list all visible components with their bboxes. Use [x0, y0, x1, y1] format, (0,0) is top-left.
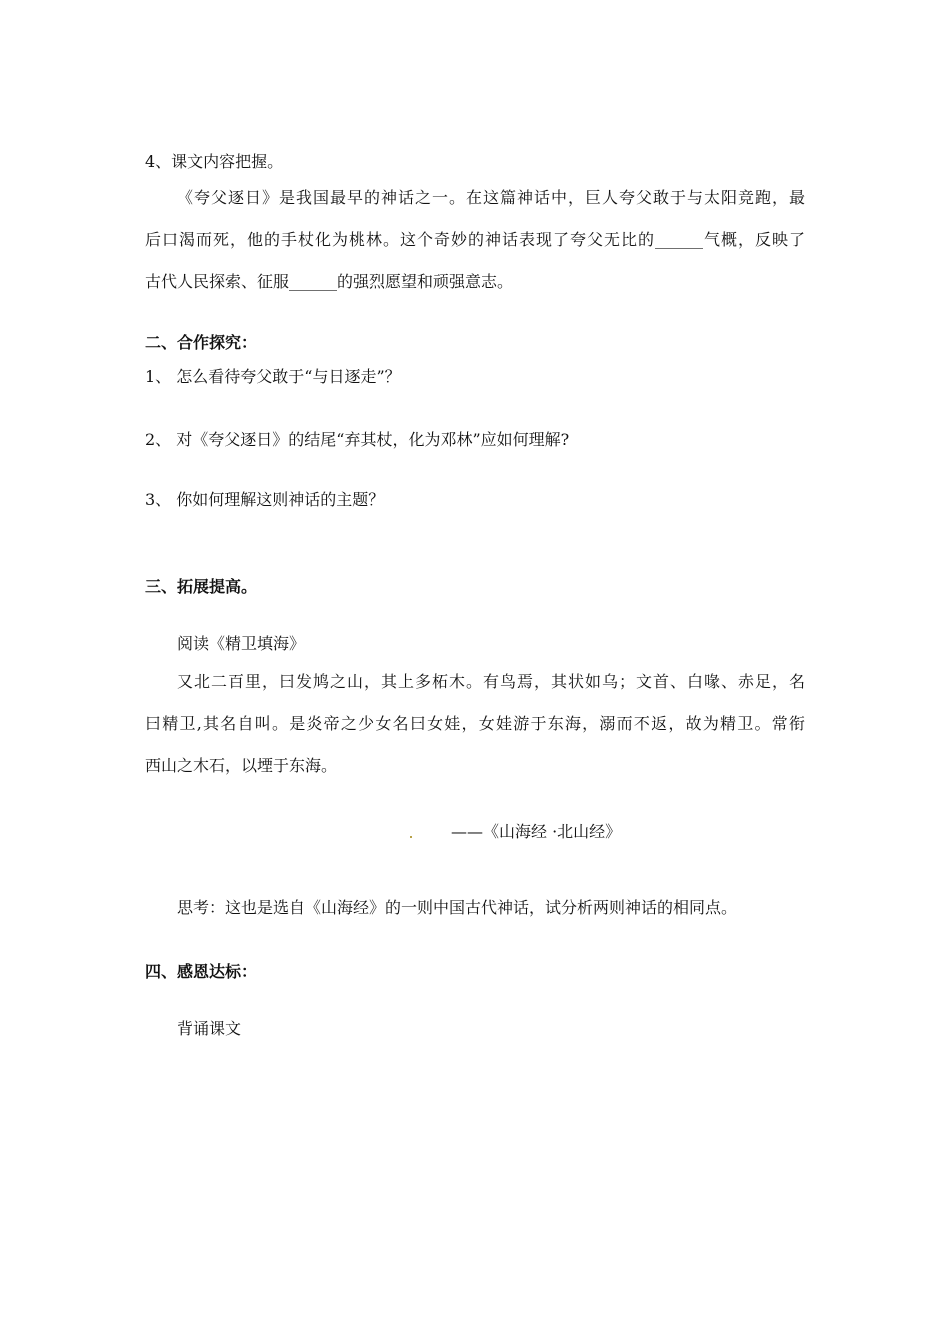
- section4-heading: 四、感恩达标：: [145, 962, 258, 981]
- passage-line1: 又北二百里，曰发鸠之山，其上多柘木。有鸟焉，其状如乌；文首、白喙、赤足，名: [177, 672, 805, 691]
- recite-task: 背诵课文: [177, 1019, 242, 1038]
- passage-source: ——《山海经 ·北山经》: [451, 822, 622, 841]
- section2-heading: 二、合作探究：: [145, 333, 258, 352]
- question-1: 1、 怎么看待夸父敢于“与日逐走”？: [145, 367, 401, 386]
- think-question: 思考：这也是选自《山海经》的一则中国古代神话，试分析两则神话的相同点。: [177, 898, 738, 917]
- question-2: 2、 对《夸父逐日》的结尾“弃其杖，化为邓林”应如何理解?: [145, 430, 570, 449]
- question-3: 3、 你如何理解这则神话的主题？: [145, 490, 385, 509]
- section3-heading: 三、拓展提高。: [145, 577, 258, 596]
- stray-dot: [410, 836, 412, 838]
- item4-paragraph-line1: 《夸父逐日》是我国最早的神话之一。在这篇神话中，巨人夸父敢于与太阳竞跑，最: [177, 188, 805, 207]
- passage-line3: 西山之木石，以堙于东海。: [145, 756, 338, 775]
- passage-line2: 曰精卫,其名自叫。是炎帝之少女名曰女娃，女娃游于东海，溺而不返，故为精卫。常衔: [145, 714, 805, 733]
- reading-title: 阅读《精卫填海》: [177, 634, 306, 653]
- item4-heading: 4、课文内容把握。: [145, 152, 284, 171]
- item4-paragraph-line2: 后口渴而死，他的手杖化为桃林。这个奇妙的神话表现了夸父无比的______气概，反映了: [145, 230, 805, 249]
- item4-paragraph-line3: 古代人民探索、征服______的强烈愿望和顽强意志。: [145, 272, 514, 291]
